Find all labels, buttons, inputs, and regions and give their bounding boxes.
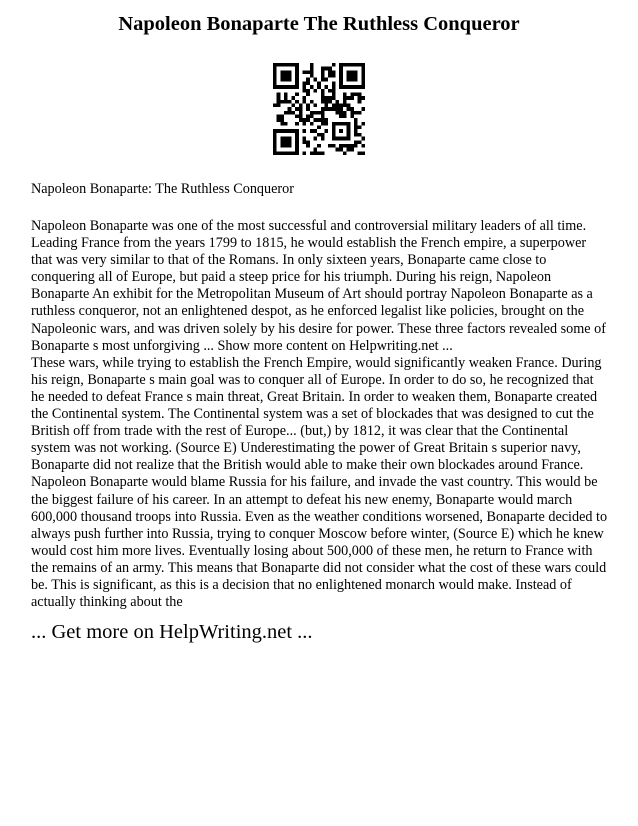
document-title: Napoleon Bonaparte The Ruthless Conqueror — [118, 13, 520, 35]
paragraph: Napoleon Bonaparte was one of the most successful and controversial military leaders of all time. Leading France from the years 1799 to 1815, he would establish the French empire, a superpower that was very similar to that of the Romans. In only sixteen years, Bonaparte came close to conquering all of Europe, but paid a steep price for his triumph. During his reign, Napoleon Bonaparte An exhibit for the Metropolitan Museum of Art should portray Napoleon Bonaparte as a ruthless conqueror, not an enlightened despot, as he enforced legalist like policies, brought on the Napoleonic wars, and was driven solely by his desire for power. These three factors revealed some of Bonaparte s most unforgiving ... Show more content on Helpwriting.net ... — [31, 218, 606, 354]
qr-code-icon — [273, 63, 365, 155]
document-subtitle: Napoleon Bonaparte: The Ruthless Conqueror — [31, 181, 294, 197]
get-more-link[interactable]: ... Get more on HelpWriting.net ... — [31, 621, 313, 643]
document-body — [31, 218, 609, 611]
paragraph: These wars, while trying to establish the French Empire, would significantly weaken France. During his reign, Bonaparte s main goal was to conquer all of Europe. In order to do so, he recognized that he needed to defeat France s main threat, Great Britain. In order to weaken them, Bonaparte created the Continental system. The Continental system was a set of blockades that was designed to cut the British off from trade with the rest of Europe... (but,) by 1812, it was clear that the Continental system was not working. (Source E) Underestimating the power of Great Britain s superior navy, Bonaparte did not realize that the British would able to make their own blockades around France. Napoleon Bonaparte would blame Russia for his failure, and invade the vast country. This would be the biggest failure of his career. In an attempt to defeat his new enemy, Bonaparte would march 600,000 thousand troops into Russia. Even as the weather conditions worsened, Bonaparte decided to always push further into Russia, trying to conquer Moscow before winter, (Source E) which he knew would cost him more lives. Eventually losing about 500,000 of these men, he return to France with the remains of an army. This means that Bonaparte did not consider what the cost of these wars could be. This is significant, as this is a decision that no enlightened monarch would make. Instead of actually thinking about the — [31, 354, 608, 611]
